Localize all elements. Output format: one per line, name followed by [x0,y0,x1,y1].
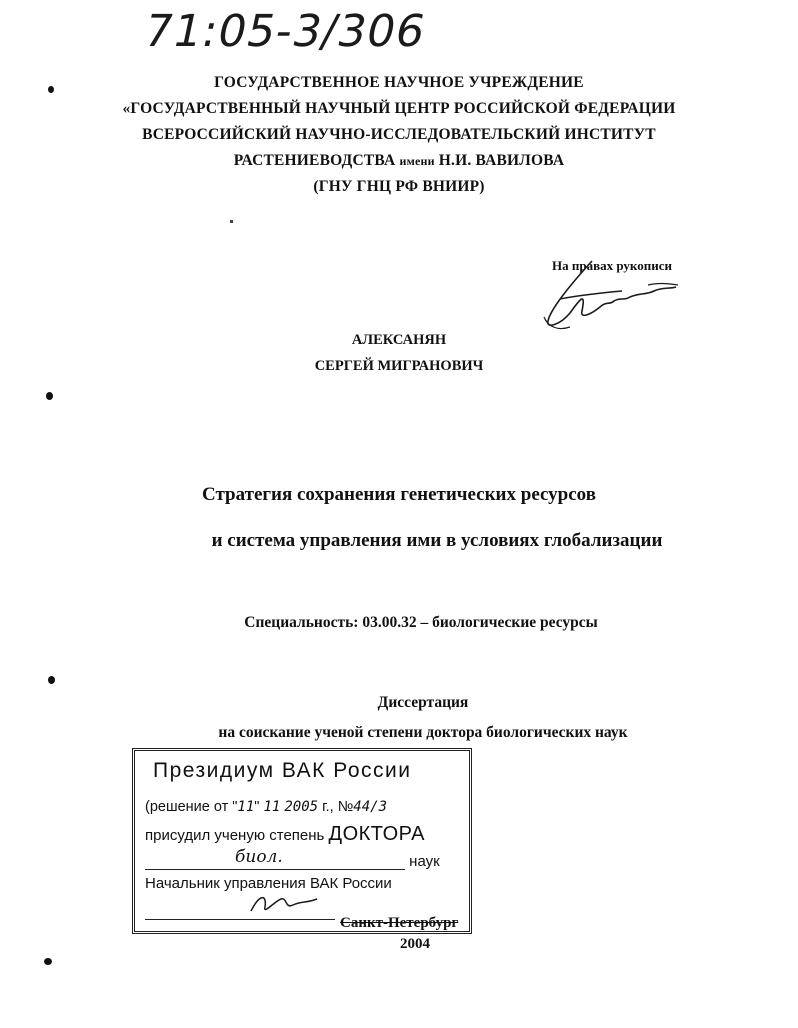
title-line-1: Стратегия сохранения генетических ресурсов [202,484,596,505]
title-line-2: и система управления ими в условиях глобализации [211,530,663,551]
author-name: СЕРГЕЙ МИГРАНОВИЧ [314,358,484,374]
scan-mark [46,392,53,400]
institution-line-2: «ГОСУДАРСТВЕННЫЙ НАУЧНЫЙ ЦЕНТР РОССИЙСКОЙ ФЕДЕРАЦИИ [122,100,676,117]
stamp-decision-month: 11 [263,799,281,815]
scan-mark [48,676,55,684]
stamp-signature [245,889,325,919]
manuscript-note: На правах рукописи [552,258,672,273]
author-signature [530,255,690,335]
stamp-field-handwritten: биол. [235,847,283,867]
speck [230,220,233,223]
stamp-decision-mid: " [254,799,260,815]
vak-stamp [132,748,472,934]
year: 2004 [400,936,430,952]
stamp-award-text: присудил ученую степень [145,827,329,844]
institution-abbreviation: (ГНУ ГНЦ РФ ВНИИР) [313,178,485,195]
city: Санкт-Петербург [340,915,459,931]
institution-line-3: ВСЕРОССИЙСКИЙ НАУЧНО-ИССЛЕДОВАТЕЛЬСКИЙ ИНСТИТУТ [142,126,656,143]
stamp-decision-year: 2005 [284,799,319,815]
stamp-field-suffix: наук [409,853,440,870]
stamp-award [145,823,425,846]
dissertation-purpose: на соискание ученой степени доктора биологических наук [218,724,628,741]
scan-mark [48,86,54,93]
stamp-decision-prefix: (решение от " [145,799,238,815]
archive-code: 71:05-3/306 [139,6,431,57]
stamp-degree: ДОКТОРА [328,823,425,845]
author-surname: АЛЕКСАНЯН [351,332,447,348]
institution-line-4 [0,152,798,170]
stamp-decision-number: 44/3 [353,799,387,815]
institution-line-1: ГОСУДАРСТВЕННОЕ НАУЧНОЕ УЧРЕЖДЕНИЕ [214,74,584,91]
specialty: Специальность: 03.00.32 – биологические ресурсы [244,614,598,631]
institution-line-4-main: РАСТЕНИЕВОДСТВА [233,152,396,169]
scan-mark [44,958,52,965]
stamp-head-title: Начальник управления ВАК России [145,875,392,892]
stamp-decision-day: 11 [237,799,255,815]
stamp-decision-suffix: г., № [318,799,354,815]
stamp-decision [145,799,387,815]
dissertation-label: Диссертация [377,694,469,711]
stamp-field-line [145,847,405,870]
stamp-title: Президиум ВАК России [153,759,412,782]
stamp-field [145,847,440,870]
institution-line-4-end: Н.И. ВАВИЛОВА [438,152,565,169]
institution-line-4-small: имени [399,154,435,168]
